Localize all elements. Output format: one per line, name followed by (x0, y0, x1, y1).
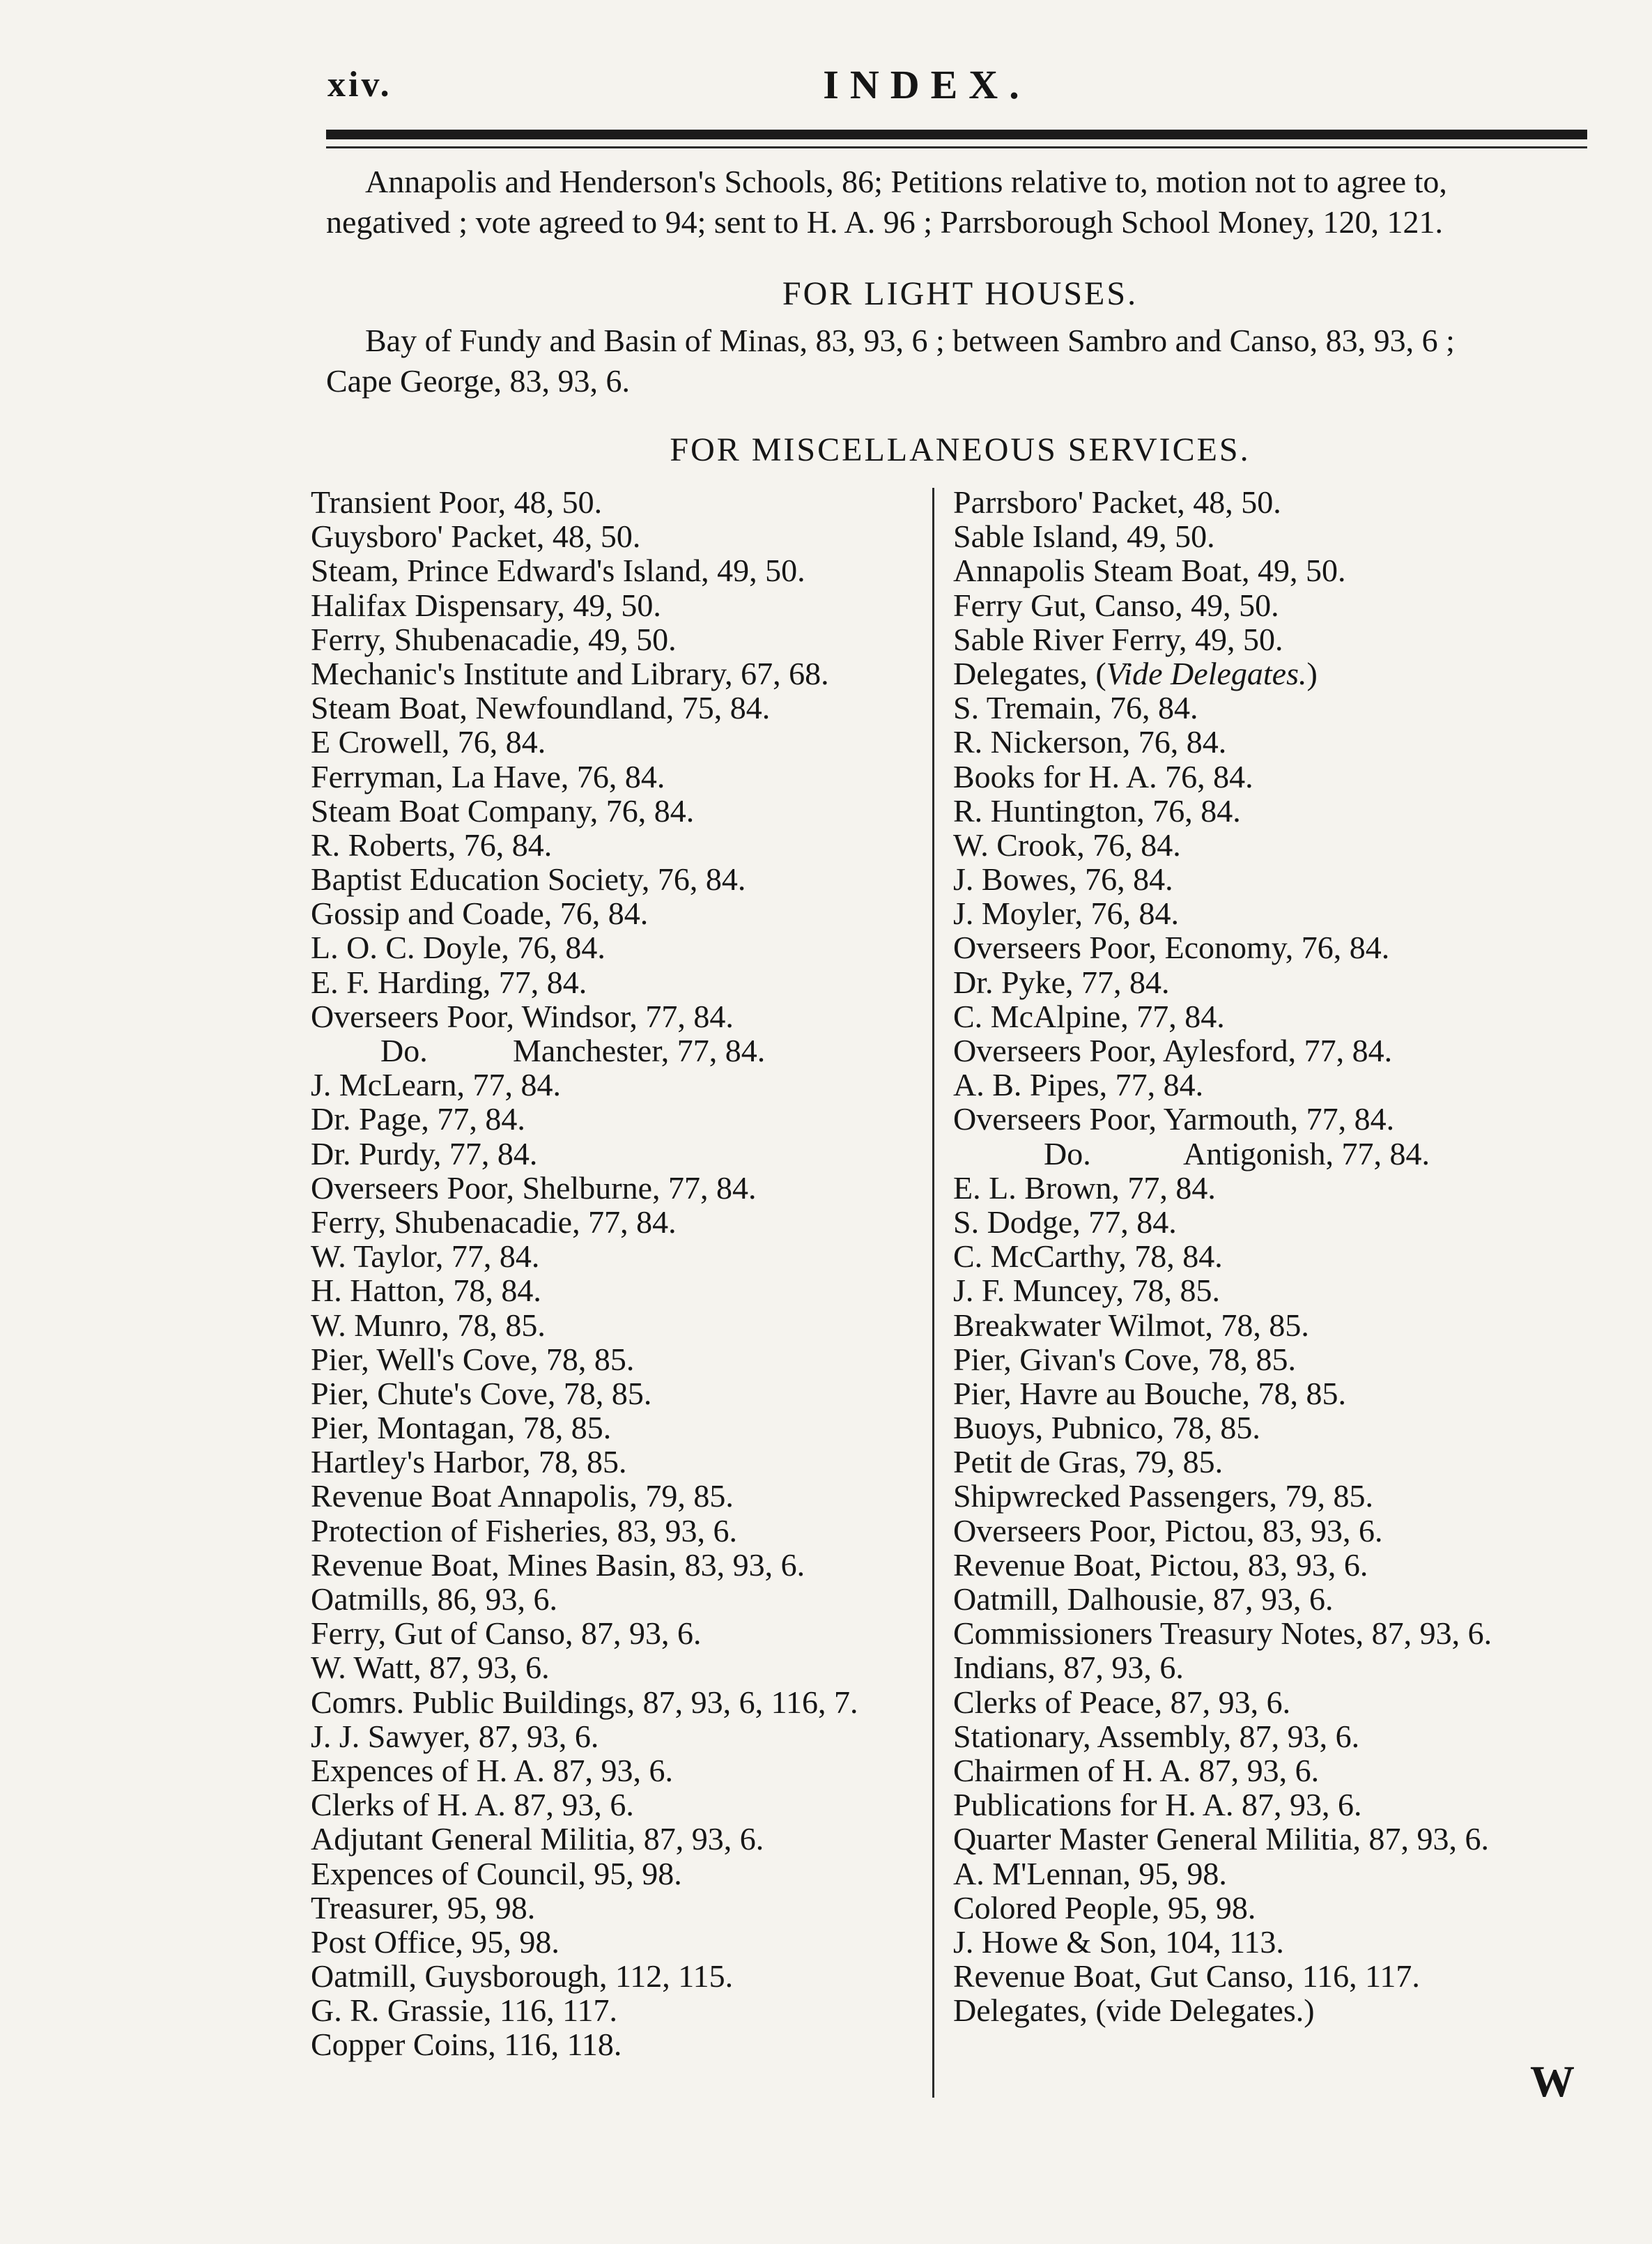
index-entry: J. Moyler, 76, 84. (953, 896, 1179, 932)
index-entry: Delegates, (vide Delegates.) (953, 1992, 1315, 2029)
index-entry: Ferry Gut, Canso, 49, 50. (953, 587, 1279, 623)
index-entry: Protection of Fisheries, 83, 93, 6. (311, 1512, 737, 1548)
index-entry: Parrsboro' Packet, 48, 50. (953, 484, 1281, 520)
index-entry: Commissioners Treasury Notes, 87, 93, 6. (953, 1615, 1492, 1652)
index-entry: Revenue Boat, Gut Canso, 116, 117. (953, 1958, 1420, 1995)
index-entry: L. O. C. Doyle, 76, 84. (311, 930, 605, 966)
schools-paragraph (326, 162, 1594, 243)
index-entry: Dr. Purdy, 77, 84. (311, 1135, 538, 1171)
index-entry: H. Hatton, 78, 84. (311, 1273, 541, 1309)
delegates-cross-reference: Vide Delegates. (1106, 655, 1307, 691)
paragraph-line: Cape George, 83, 93, 6. (326, 363, 631, 399)
index-entry: C. McAlpine, 77, 84. (953, 998, 1225, 1034)
index-entry: Pier, Chute's Cove, 78, 85. (311, 1375, 652, 1411)
header-rule-thick (326, 130, 1587, 139)
index-entry: Revenue Boat, Pictou, 83, 93, 6. (953, 1546, 1368, 1583)
index-entry: Copper Coins, 116, 118. (311, 2027, 622, 2063)
index-entry: Quarter Master General Militia, 87, 93, 6. (953, 1821, 1489, 1857)
index-entry: Dr. Page, 77, 84. (311, 1101, 525, 1137)
index-entry: J. J. Sawyer, 87, 93, 6. (311, 1718, 599, 1754)
index-entry: W. Watt, 87, 93, 6. (311, 1650, 550, 1686)
index-entry: Revenue Boat Annapolis, 79, 85. (311, 1478, 734, 1514)
index-entry: W. Crook, 76, 84. (953, 827, 1181, 863)
delegates-close: ) (1306, 655, 1318, 691)
index-entry: Halifax Dispensary, 49, 50. (311, 587, 661, 623)
index-entry: Oatmill, Dalhousie, 87, 93, 6. (953, 1581, 1334, 1617)
index-entry: Pier, Montagan, 78, 85. (311, 1410, 612, 1446)
paragraph-line: negatived ; vote agreed to 94; sent to H. A. 96 ; Parrsborough School Money, 120, 121. (326, 204, 1443, 240)
index-entry: Post Office, 95, 98. (311, 1923, 559, 1960)
ditto-detail: Manchester, 77, 84. (513, 1033, 766, 1068)
index-entry: Sable River Ferry, 49, 50. (953, 621, 1283, 657)
index-entry: Sable Island, 49, 50. (953, 518, 1215, 555)
index-column-right (953, 485, 1580, 2027)
index-entry: J. Howe & Son, 104, 113. (953, 1923, 1284, 1960)
index-entry-delegates (953, 656, 1580, 691)
index-entry: J. McLearn, 77, 84. (311, 1067, 561, 1103)
index-entry: S. Tremain, 76, 84. (953, 690, 1198, 726)
index-entry: Transient Poor, 48, 50. (311, 484, 603, 520)
index-entry: R. Roberts, 76, 84. (311, 827, 553, 863)
index-entry: G. R. Grassie, 116, 117. (311, 1992, 617, 2029)
index-entry: Indians, 87, 93, 6. (953, 1650, 1184, 1686)
index-entry: Petit de Gras, 79, 85. (953, 1444, 1223, 1480)
index-entry: Comrs. Public Buildings, 87, 93, 6, 116, 7. (311, 1684, 858, 1720)
index-entry: Mechanic's Institute and Library, 67, 68. (311, 655, 829, 691)
index-entry: S. Dodge, 77, 84. (953, 1204, 1177, 1240)
index-column-left (311, 485, 917, 2062)
index-entry: A. M'Lennan, 95, 98. (953, 1855, 1227, 1891)
page-title: INDEX. (823, 62, 1030, 107)
index-entry: R. Huntington, 76, 84. (953, 792, 1241, 829)
index-entry: Steam Boat, Newfoundland, 75, 84. (311, 690, 771, 726)
index-entry: Adjutant General Militia, 87, 93, 6. (311, 1821, 764, 1857)
header-rule-thin (326, 146, 1587, 148)
index-entry-ditto (311, 1033, 917, 1068)
index-entry: Treasurer, 95, 98. (311, 1889, 536, 1926)
index-entry: Steam, Prince Edward's Island, 49, 50. (311, 553, 805, 589)
index-entry: Clerks of Peace, 87, 93, 6. (953, 1684, 1291, 1720)
index-entry: Colored People, 95, 98. (953, 1889, 1256, 1926)
index-entry: Steam Boat Company, 76, 84. (311, 792, 695, 829)
index-entry: Clerks of H. A. 87, 93, 6. (311, 1787, 634, 1823)
index-entry: W. Taylor, 77, 84. (311, 1238, 540, 1275)
index-entry: Revenue Boat, Mines Basin, 83, 93, 6. (311, 1546, 805, 1583)
index-entry: Ferry, Shubenacadie, 49, 50. (311, 621, 677, 657)
index-entry: Overseers Poor, Windsor, 77, 84. (311, 998, 734, 1034)
index-entry: Oatmills, 86, 93, 6. (311, 1581, 557, 1617)
section-heading-misc-services: FOR MISCELLANEOUS SERVICES. (670, 431, 1251, 468)
delegates-label: Delegates, ( (953, 655, 1106, 691)
index-entry: Overseers Poor, Economy, 76, 84. (953, 930, 1390, 966)
index-entry: J. F. Muncey, 78, 85. (953, 1273, 1221, 1309)
index-entry: Annapolis Steam Boat, 49, 50. (953, 553, 1346, 589)
paragraph-line: Annapolis and Henderson's Schools, 86; Petitions relative to, motion not to agree to, (365, 164, 1447, 199)
index-entry: E Crowell, 76, 84. (311, 724, 546, 760)
index-entry: Pier, Well's Cove, 78, 85. (311, 1341, 635, 1377)
index-entry: Overseers Poor, Pictou, 83, 93, 6. (953, 1512, 1383, 1548)
index-entry: Hartley's Harbor, 78, 85. (311, 1444, 627, 1480)
index-entry: Gossip and Coade, 76, 84. (311, 896, 649, 932)
index-entry: C. McCarthy, 78, 84. (953, 1238, 1223, 1275)
index-entry: Pier, Havre au Bouche, 78, 85. (953, 1375, 1347, 1411)
column-divider (932, 488, 934, 2098)
index-entry: Overseers Poor, Yarmouth, 77, 84. (953, 1101, 1395, 1137)
index-entry: Publications for H. A. 87, 93, 6. (953, 1787, 1362, 1823)
index-entry: Baptist Education Society, 76, 84. (311, 861, 746, 898)
index-entry-ditto (953, 1137, 1580, 1171)
index-entry: Ferryman, La Have, 76, 84. (311, 758, 665, 794)
index-entry: Guysboro' Packet, 48, 50. (311, 518, 641, 555)
index-entry: Breakwater Wilmot, 78, 85. (953, 1307, 1309, 1343)
light-houses-paragraph (326, 321, 1594, 401)
ditto-mark: Do. (380, 1033, 428, 1068)
index-entry: Dr. Pyke, 77, 84. (953, 964, 1170, 1000)
index-entry: W. Munro, 78, 85. (311, 1307, 546, 1343)
signature-mark: W (1530, 2057, 1575, 2106)
index-entry: Stationary, Assembly, 87, 93, 6. (953, 1718, 1360, 1754)
index-entry: Expences of Council, 95, 98. (311, 1855, 682, 1891)
index-entry: J. Bowes, 76, 84. (953, 861, 1173, 898)
index-entry: A. B. Pipes, 77, 84. (953, 1067, 1204, 1103)
index-entry: Ferry, Shubenacadie, 77, 84. (311, 1204, 677, 1240)
paragraph-line: Bay of Fundy and Basin of Minas, 83, 93, 6 ; between Sambro and Canso, 83, 93, 6 ; (365, 323, 1455, 358)
index-entry: R. Nickerson, 76, 84. (953, 724, 1227, 760)
ditto-mark: Do. (1044, 1135, 1091, 1171)
index-entry: Chairmen of H. A. 87, 93, 6. (953, 1752, 1320, 1788)
index-entry: Shipwrecked Passengers, 79, 85. (953, 1478, 1374, 1514)
index-entry: Ferry, Gut of Canso, 87, 93, 6. (311, 1615, 702, 1652)
index-entry: Overseers Poor, Aylesford, 77, 84. (953, 1033, 1393, 1068)
page-number: xiv. (327, 65, 392, 105)
section-heading-light-houses: FOR LIGHT HOUSES. (782, 275, 1138, 312)
index-entry: Oatmill, Guysborough, 112, 115. (311, 1958, 734, 1995)
index-entry: Buoys, Pubnico, 78, 85. (953, 1410, 1260, 1446)
index-entry: Overseers Poor, Shelburne, 77, 84. (311, 1169, 757, 1206)
index-entry: E. L. Brown, 77, 84. (953, 1169, 1216, 1206)
index-entry: Pier, Givan's Cove, 78, 85. (953, 1341, 1296, 1377)
ditto-detail: Antigonish, 77, 84. (1183, 1135, 1430, 1171)
index-entry: Expences of H. A. 87, 93, 6. (311, 1752, 673, 1788)
index-entry: Books for H. A. 76, 84. (953, 758, 1253, 794)
index-entry: E. F. Harding, 77, 84. (311, 964, 587, 1000)
